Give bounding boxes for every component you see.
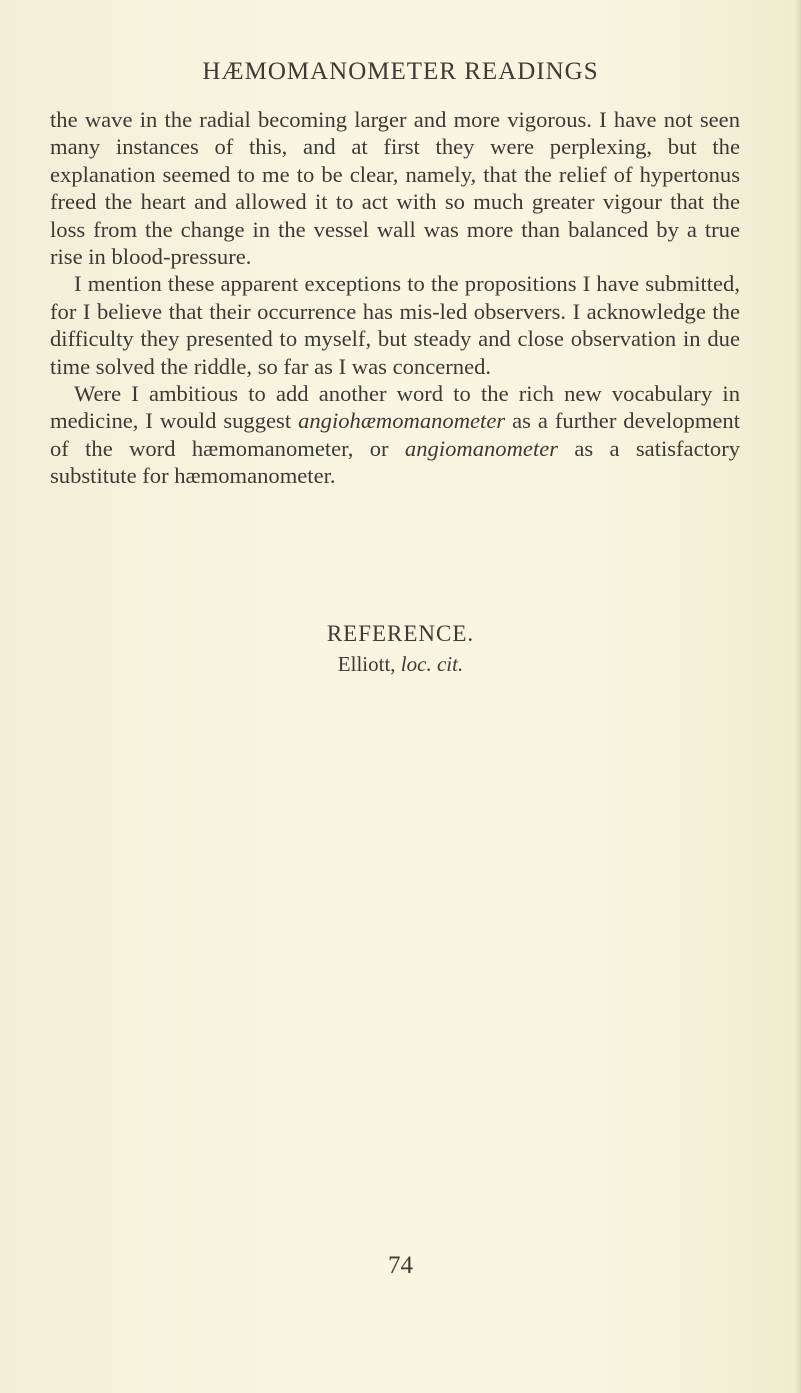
page-edge-shadow — [795, 0, 801, 1393]
reference-citation: loc. cit. — [400, 652, 464, 676]
paragraph-2: I mention these apparent exceptions to the propositions I have submitted, for I believe that their occurrence has mis-led observers. I acknowledge the difficulty they presented to myself, but steady and close observation in due time solved the riddle, so far as I was concerned. — [50, 271, 740, 379]
paragraph-3-text-a: Were I ambitious to add another word to the rich new vocabulary in medicine, I would suggest — [50, 381, 740, 434]
paragraph-3 — [50, 380, 740, 490]
body-text — [50, 106, 740, 490]
page-number: 74 — [388, 1252, 413, 1279]
paragraph-3-text-e: as a satisfactory substitute for hæmomanometer. — [50, 435, 741, 489]
term-angiohaemomanometer: angiohæmomanometer — [298, 408, 506, 434]
term-angiomanometer: angiomanometer — [404, 435, 559, 461]
reference-author: Elliott, — [337, 652, 401, 676]
paragraph-3-text-c: as a further development of the word hæmomanometer, or — [50, 408, 740, 461]
reference-entry — [0, 652, 801, 677]
running-head: HÆMOMANOMETER READINGS — [202, 58, 599, 85]
paragraph-1: the wave in the radial becoming larger and more vigorous. I have not seen many instances of this, and at first they were perplexing, but the explanation seemed to me to be clear, namely, that the relief of hypertonus freed the heart and allowed it to act with so much greater vigour that the loss from the change in the vessel wall was more than balanced by a true rise in blood-pressure. — [50, 107, 740, 270]
reference-heading: REFERENCE. — [326, 621, 475, 646]
